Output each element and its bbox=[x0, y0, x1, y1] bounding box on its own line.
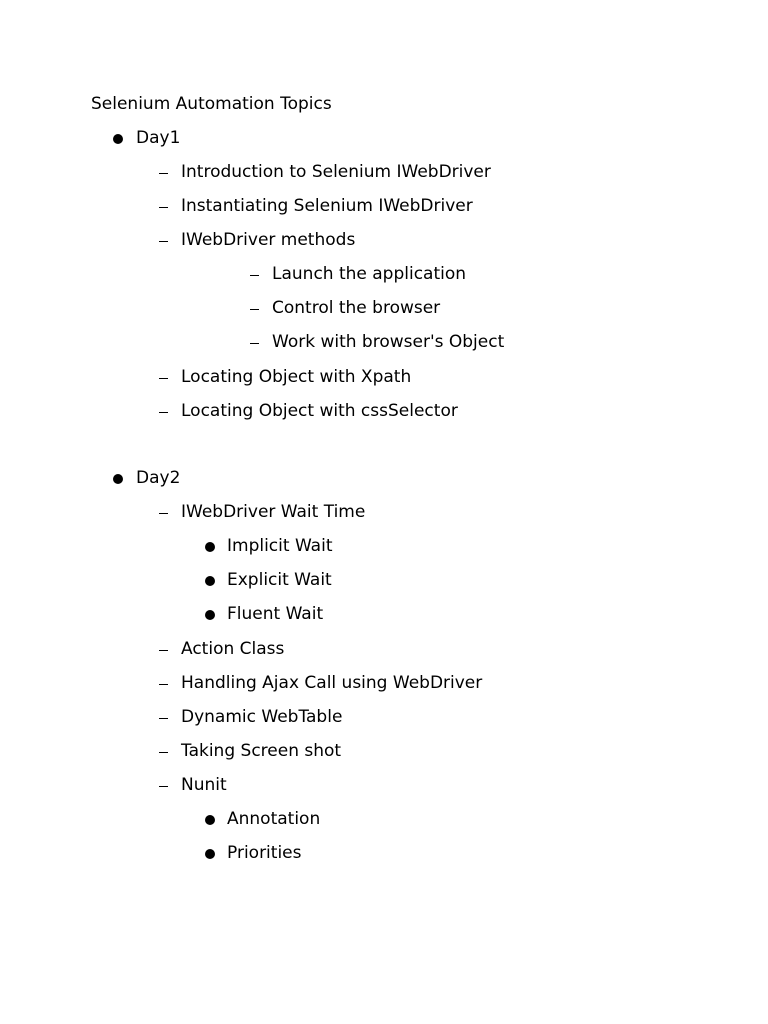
dash-icon bbox=[250, 309, 259, 310]
list-item: Action Class bbox=[181, 639, 285, 659]
dash-icon bbox=[159, 207, 168, 208]
day1-label: Day1 bbox=[136, 128, 181, 148]
bullet-dot-icon bbox=[205, 576, 215, 586]
bullet-dot-icon bbox=[205, 815, 215, 825]
list-item: Priorities bbox=[227, 843, 302, 863]
dash-icon bbox=[159, 412, 168, 413]
dash-icon bbox=[159, 513, 168, 514]
dash-icon bbox=[250, 343, 259, 344]
day2-label: Day2 bbox=[136, 468, 181, 488]
list-item: Handling Ajax Call using WebDriver bbox=[181, 673, 483, 693]
list-item: Instantiating Selenium IWebDriver bbox=[181, 196, 473, 216]
bullet-dot-icon bbox=[205, 610, 215, 620]
list-item: Fluent Wait bbox=[227, 604, 324, 624]
list-item: Launch the application bbox=[272, 264, 467, 284]
list-item: IWebDriver Wait Time bbox=[181, 502, 366, 522]
dash-icon bbox=[159, 718, 168, 719]
dash-icon bbox=[159, 786, 168, 787]
dash-icon bbox=[159, 752, 168, 753]
list-item: Implicit Wait bbox=[227, 536, 333, 556]
dash-icon bbox=[250, 275, 259, 276]
dash-icon bbox=[159, 684, 168, 685]
list-item: Locating Object with Xpath bbox=[181, 367, 412, 387]
list-item: Annotation bbox=[227, 809, 321, 829]
dash-icon bbox=[159, 650, 168, 651]
bullet-dot-icon bbox=[205, 542, 215, 552]
list-item: Control the browser bbox=[272, 298, 441, 318]
bullet-dot-icon bbox=[205, 849, 215, 859]
list-item: IWebDriver methods bbox=[181, 230, 356, 250]
list-item: Work with browser's Object bbox=[272, 332, 505, 352]
bullet-dot-icon bbox=[113, 134, 123, 144]
dash-icon bbox=[159, 173, 168, 174]
list-item: Nunit bbox=[181, 775, 227, 795]
document-title: Selenium Automation Topics bbox=[91, 94, 332, 114]
list-item: Explicit Wait bbox=[227, 570, 332, 590]
list-item: Dynamic WebTable bbox=[181, 707, 343, 727]
list-item: Introduction to Selenium IWebDriver bbox=[181, 162, 491, 182]
list-item: Locating Object with cssSelector bbox=[181, 401, 458, 421]
dash-icon bbox=[159, 241, 168, 242]
list-item: Taking Screen shot bbox=[181, 741, 342, 761]
bullet-dot-icon bbox=[113, 474, 123, 484]
dash-icon bbox=[159, 378, 168, 379]
